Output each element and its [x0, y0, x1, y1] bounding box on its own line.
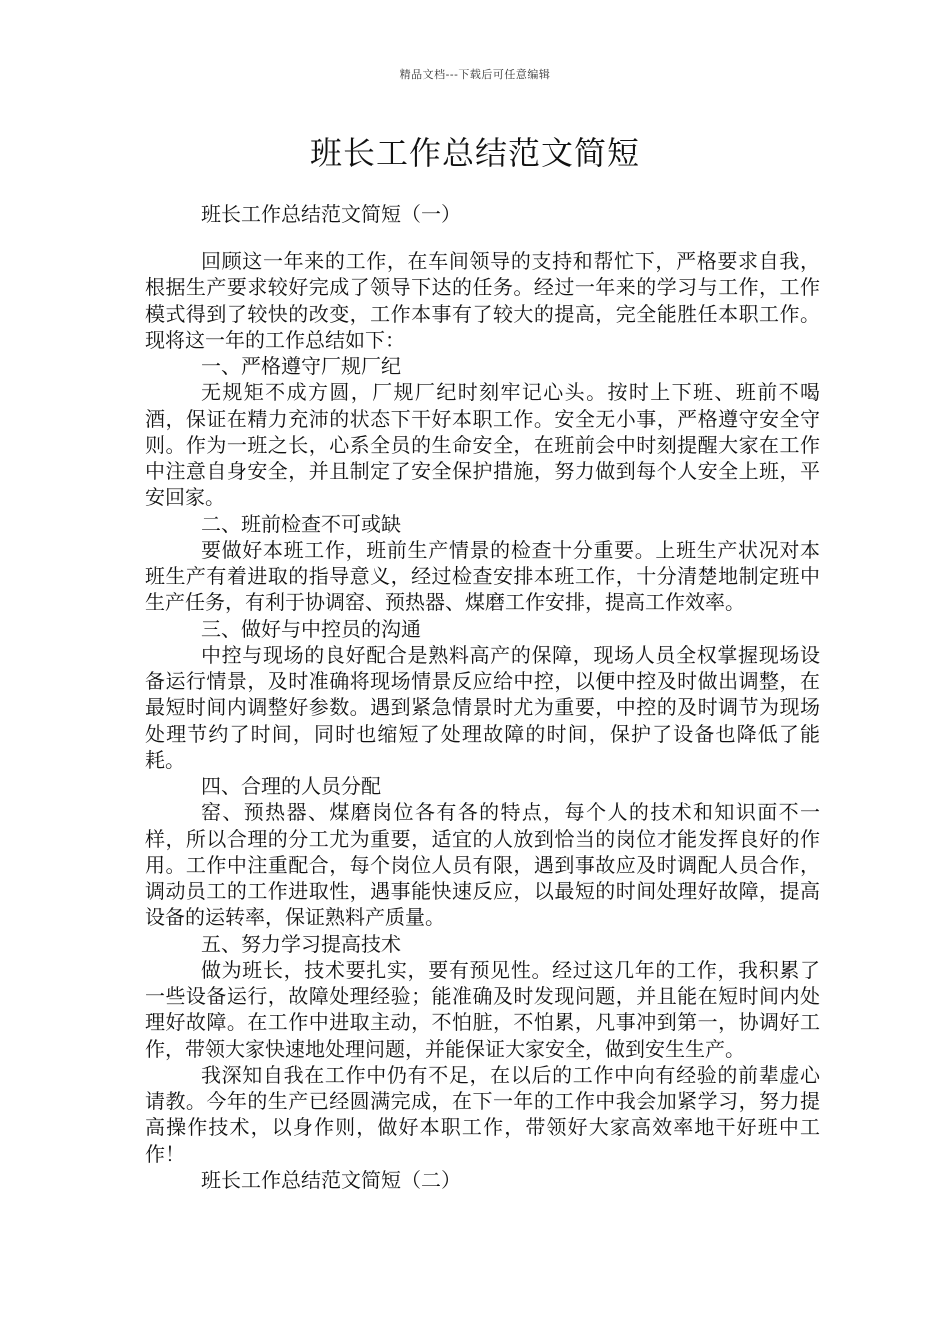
body-paragraph: 要做好本班工作，班前生产情景的检查十分重要。上班生产状况对本班生产有着进取的指导意义，经过检查安排本班工作，十分清楚地制定班中生产任务，有利于协调窑、预热器、煤磨工作安排，提高工作效率。	[145, 537, 820, 615]
section-heading: 五、努力学习提高技术	[201, 931, 401, 956]
section-heading: 三、做好与中控员的沟通	[201, 616, 421, 641]
document-title: 班长工作总结范文简短	[309, 134, 640, 172]
body-paragraph: 回顾这一年来的工作，在车间领导的支持和帮忙下，严格要求自我，根据生产要求较好完成了领导下达的任务。经过一年来的学习与工作，工作模式得到了较快的改变，工作本事有了较大的提高，完全能胜任本职工作。现将这一年的工作总结如下：	[145, 249, 820, 352]
header-note: 精品文档---下载后可任意编辑	[399, 68, 551, 81]
body-paragraph: 我深知自我在工作中仍有不足，在以后的工作中向有经验的前辈虚心请教。今年的生产已经圆满完成，在下一年的工作中我会加紧学习，努力提高操作技术，以身作则，做好本职工作，带领好大家高效率地干好班中工作！	[145, 1062, 820, 1166]
body-paragraph: 窑、预热器、煤磨岗位各有各的特点，每个人的技术和知识面不一样，所以合理的分工尤为重要，适宜的人放到恰当的岗位才能发挥良好的作用。工作中注重配合，每个岗位人员有限，遇到事故应及时调配人员合作，调动员工的工作进取性，遇事能快速反应，以最短的时间处理好故障，提高设备的运转率，保证熟料产质量。	[145, 800, 820, 930]
document-body	[145, 248, 820, 1193]
body-paragraph: 做为班长，技术要扎实，要有预见性。经过这几年的工作，我积累了一些设备运行，故障处理经验；能准确及时发现问题，并且能在短时间内处理好故障。在工作中进取主动，不怕脏，不怕累，凡事冲到第一，协调好工作，带领大家快速地处理问题，并能保证大家安全，做到安生生产。	[145, 957, 820, 1061]
section-subtitle-2: 班长工作总结范文简短（二）	[201, 1167, 461, 1192]
section-subtitle-1: 班长工作总结范文简短（一）	[201, 202, 461, 226]
section-heading: 一、严格遵守厂规厂纪	[201, 354, 401, 378]
body-paragraph: 中控与现场的良好配合是熟料高产的保障，现场人员全权掌握现场设备运行情景，及时准确将现场情景反应给中控，以便中控及时做出调整，在最短时间内调整好参数。遇到紧急情景时尤为重要，中控的及时调节为现场处理节约了时间，同时也缩短了处理故障的时间，保护了设备也降低了能耗。	[145, 642, 820, 772]
section-heading: 二、班前检查不可或缺	[201, 511, 401, 536]
section-heading: 四、合理的人员分配	[201, 774, 381, 798]
body-paragraph: 无规矩不成方圆，厂规厂纪时刻牢记心头。按时上下班、班前不喝酒，保证在精力充沛的状态下干好本职工作。安全无小事，严格遵守安全守则。作为一班之长，心系全员的生命安全，在班前会中时刻提醒大家在工作中注意自身安全，并且制定了安全保护措施，努力做到每个人安全上班，平安回家。	[145, 380, 820, 510]
